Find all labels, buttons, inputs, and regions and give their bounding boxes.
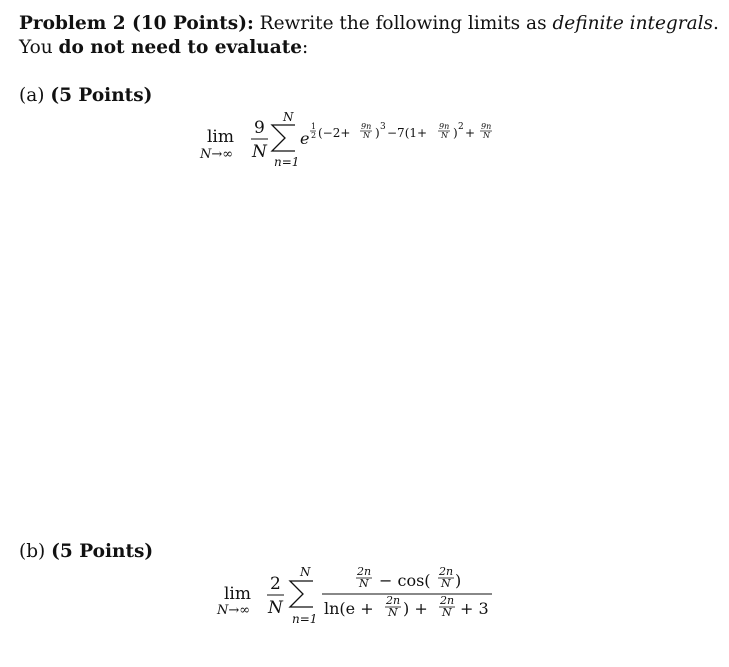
formula-a-svg bbox=[198, 106, 528, 176]
den-frac1-num-b: 2n bbox=[386, 594, 401, 607]
frac3-num-a: 9n bbox=[481, 122, 492, 131]
instruction-end: . bbox=[713, 13, 719, 34]
sigma-a-icon bbox=[272, 125, 295, 151]
lim-sub-a: N→∞ bbox=[200, 147, 234, 162]
exp-text5-a: + bbox=[465, 126, 476, 140]
exp-text3-a: −7(1+ bbox=[387, 126, 428, 140]
coef-den-b: N bbox=[268, 598, 283, 618]
num-cos-frac-den-b: N bbox=[441, 577, 451, 590]
den-ln-b: ln(e + bbox=[324, 599, 374, 618]
formula-a bbox=[198, 106, 528, 176]
den-frac1-den-b: N bbox=[388, 606, 398, 619]
num-cos-frac-num-b: 2n bbox=[439, 565, 454, 578]
half-den-a: 2 bbox=[311, 131, 317, 140]
problem-line-2 bbox=[19, 36, 719, 60]
formula-b bbox=[214, 562, 514, 632]
part-b-letter: (b) bbox=[19, 541, 46, 562]
part-b-points: (5 Points) bbox=[51, 541, 154, 562]
num-frac-den-b: N bbox=[359, 577, 369, 590]
part-a-letter: (a) bbox=[19, 85, 45, 106]
pow2-a: 2 bbox=[458, 122, 464, 132]
instruction-emphasis: definite integrals bbox=[552, 13, 714, 34]
exp-text4-a: ) bbox=[453, 126, 458, 140]
coef-num-b: 2 bbox=[270, 574, 281, 594]
lim-word-a: lim bbox=[207, 127, 234, 147]
num-frac-num-b: 2n bbox=[357, 565, 372, 578]
problem-line-1 bbox=[19, 12, 719, 36]
frac2-den-a: N bbox=[441, 131, 448, 140]
coef-den-a: N bbox=[252, 142, 267, 162]
sum-upper-b: N bbox=[300, 565, 311, 579]
part-a-label bbox=[19, 84, 152, 108]
den-mid-b: ) + bbox=[403, 599, 428, 618]
instruction-start: Rewrite the following limits as bbox=[259, 13, 553, 34]
den-end-b: + 3 bbox=[460, 599, 489, 618]
formula-b-svg bbox=[214, 562, 514, 632]
den-frac2-den-b: N bbox=[442, 606, 452, 619]
lim-sub-b: N→∞ bbox=[217, 603, 251, 618]
line2-end: : bbox=[302, 37, 309, 58]
frac2-num-a: 9n bbox=[439, 122, 450, 131]
pow3-a: 3 bbox=[380, 122, 386, 132]
den-frac2-num-b: 2n bbox=[440, 594, 455, 607]
num-close-b: ) bbox=[455, 571, 462, 590]
lim-word-b: lim bbox=[224, 584, 251, 604]
coef-num-a: 9 bbox=[254, 118, 265, 138]
frac1-num-a: 9n bbox=[361, 122, 372, 131]
frac3-den-a: N bbox=[483, 131, 490, 140]
base-e-a: e bbox=[300, 129, 310, 148]
sigma-b-icon bbox=[290, 581, 313, 607]
half-num-a: 1 bbox=[311, 122, 317, 131]
num-minus-cos-b: − cos( bbox=[379, 571, 431, 590]
sum-upper-a: N bbox=[283, 110, 294, 124]
exp-text2-a: ) bbox=[375, 126, 380, 140]
problem-title: Problem 2 (10 Points): bbox=[19, 13, 254, 34]
line2-bold: do not need to evaluate bbox=[58, 37, 303, 58]
sum-lower-b: n=1 bbox=[292, 612, 318, 626]
exp-text1-a: (−2+ bbox=[318, 126, 351, 140]
line2-start: You bbox=[19, 37, 59, 58]
frac1-den-a: N bbox=[363, 131, 370, 140]
part-b-label bbox=[19, 540, 153, 564]
problem-header bbox=[19, 12, 719, 60]
part-a-points: (5 Points) bbox=[50, 85, 153, 106]
sum-lower-a: n=1 bbox=[274, 155, 300, 169]
